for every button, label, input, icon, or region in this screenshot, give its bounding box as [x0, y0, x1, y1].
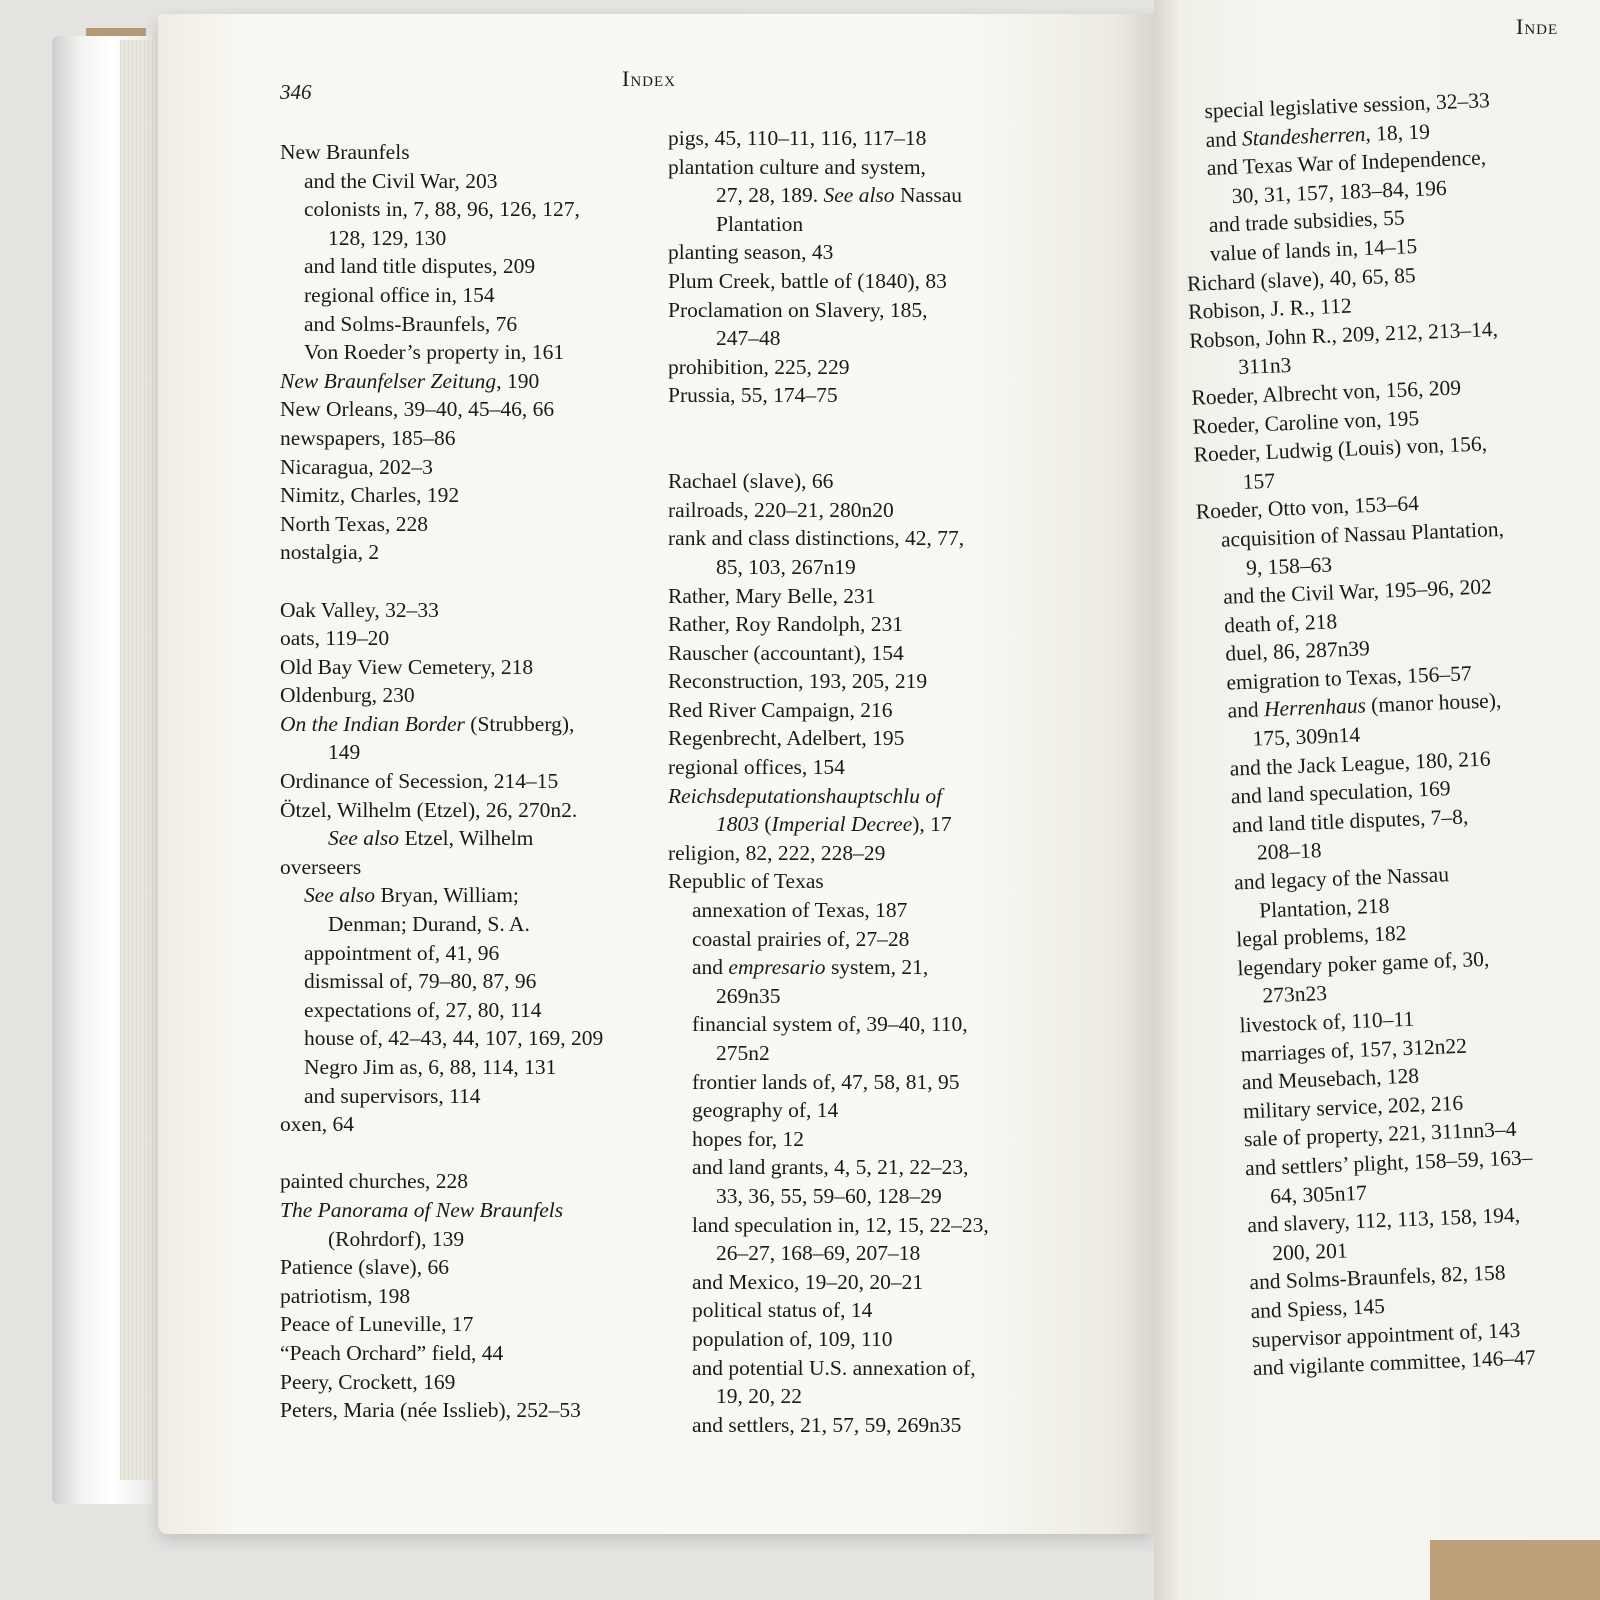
index-column-1 [280, 138, 660, 1425]
index-entry: 157 [1242, 468, 1276, 494]
index-entry: 9, 158–63 [1245, 552, 1333, 580]
index-entry: emigration to Texas, 156–57 [1226, 661, 1473, 695]
index-entry: Negro Jim as, 6, 88, 114, 131 [304, 1055, 557, 1079]
index-entry: legendary poker game of, 30, [1236, 946, 1490, 981]
index-entry: and Herrenhaus (manor house), [1227, 688, 1502, 724]
index-entry: and empresario system, 21, [692, 955, 929, 980]
index-entry: and the Civil War, 195–96, 202 [1222, 574, 1493, 609]
running-head-left: Index [622, 66, 676, 91]
index-entry: and land title disputes, 209 [304, 254, 536, 279]
index-entry: Patience (slave), 66 [280, 1255, 449, 1280]
index-entry: acquisition of Nassau Plantation, [1220, 516, 1505, 552]
index-entry: and land title disputes, 7–8, [1231, 804, 1469, 838]
index-letter-gap [668, 439, 1068, 468]
index-entry: and Standesherren, 18, 19 [1205, 119, 1431, 152]
index-entry: sale of property, 221, 311nn3–4 [1243, 1117, 1517, 1152]
index-entry: newspapers, 185–86 [280, 425, 456, 450]
index-entry: legal problems, 182 [1235, 921, 1407, 952]
index-entry: Oak Valley, 32–33 [280, 597, 439, 622]
index-entry: and trade subsidies, 55 [1208, 205, 1406, 238]
index-entry: Rachael (slave), 66 [668, 469, 834, 494]
index-entry: overseers [280, 854, 362, 879]
index-entry: Reichsdeputationshauptschlu of [668, 783, 943, 808]
index-entry: Republic of Texas [668, 869, 824, 894]
index-entry: and Mexico, 19–20, 20–21 [692, 1269, 924, 1294]
index-entry: regional office in, 154 [304, 282, 495, 307]
index-entry: Regenbrecht, Adelbert, 195 [668, 726, 905, 751]
index-entry: 85, 103, 267n19 [716, 554, 856, 579]
index-entry: value of lands in, 14–15 [1209, 233, 1418, 266]
index-entry: and Solms-Braunfels, 82, 158 [1249, 1260, 1506, 1295]
index-entry: 269n35 [716, 983, 781, 1008]
index-entry: Richard (slave), 40, 65, 85 [1186, 262, 1417, 296]
index-entry: North Texas, 228 [280, 511, 428, 536]
index-entry: hopes for, 12 [692, 1126, 804, 1151]
index-entry: plantation culture and system, [668, 154, 926, 179]
index-entry: Nicaragua, 202–3 [280, 454, 433, 479]
index-entry: Old Bay View Cemetery, 218 [280, 654, 534, 679]
index-entry: and vigilante committee, 146–47 [1252, 1345, 1537, 1381]
index-entry: railroads, 220–21, 280n20 [668, 497, 894, 522]
index-entry: 275n2 [716, 1041, 770, 1065]
index-entry: Ötzel, Wilhelm (Etzel), 26, 270n2. [280, 797, 578, 822]
index-entry: and Solms-Braunfels, 76 [304, 311, 518, 336]
index-entry: expectations of, 27, 80, 114 [304, 997, 542, 1022]
index-entry: Plantation, 218 [1258, 893, 1390, 923]
index-letter-gap [280, 567, 660, 596]
index-column-2 [668, 124, 1068, 1439]
index-entry: New Orleans, 39–40, 45–46, 66 [280, 397, 555, 422]
index-entry: coastal prairies of, 27–28 [692, 926, 910, 951]
index-entry: 311n3 [1237, 353, 1292, 380]
index-entry: and Meusebach, 128 [1241, 1063, 1420, 1095]
index-entry: financial system of, 39–40, 110, [692, 1012, 968, 1037]
index-entry: dismissal of, 79–80, 87, 96 [304, 969, 537, 994]
index-entry: and settlers’ plight, 158–59, 163– [1244, 1145, 1533, 1181]
index-entry: New Braunfelser Zeitung, 190 [280, 368, 540, 393]
index-entry: pigs, 45, 110–11, 116, 117–18 [668, 126, 927, 150]
index-entry: colonists in, 7, 88, 96, 126, 127, [304, 197, 580, 222]
index-entry: 26–27, 168–69, 207–18 [716, 1241, 921, 1266]
index-entry: 247–48 [716, 326, 781, 351]
index-entry: New Braunfels [280, 140, 410, 164]
index-entry: (Rohrdorf), 139 [328, 1226, 465, 1251]
index-entry: 175, 309n14 [1252, 722, 1361, 751]
index-entry: rank and class distinctions, 42, 77, [668, 526, 965, 551]
index-entry: Roeder, Albrecht von, 156, 209 [1191, 375, 1462, 410]
index-entry: and potential U.S. annexation of, [692, 1355, 976, 1380]
index-entry: 64, 305n17 [1269, 1180, 1368, 1208]
index-entry: and legacy of the Nassau [1233, 862, 1450, 895]
index-entry: special legislative session, 32–33 [1204, 88, 1491, 124]
index-entry: Robison, J. R., 112 [1187, 293, 1353, 324]
index-entry: See also Etzel, Wilhelm [328, 826, 534, 851]
index-entry: Red River Campaign, 216 [668, 697, 893, 722]
index-entry: Peace of Luneville, 17 [280, 1312, 474, 1337]
index-entry: land speculation in, 12, 15, 22–23, [692, 1212, 989, 1237]
index-entry: Roeder, Otto von, 153–64 [1195, 491, 1420, 524]
index-entry: and the Jack League, 180, 216 [1229, 746, 1491, 781]
index-entry: marriages of, 157, 312n22 [1240, 1033, 1468, 1066]
index-entry: duel, 86, 287n39 [1224, 636, 1371, 666]
index-entry: 208–18 [1256, 838, 1322, 866]
index-entry: frontier lands of, 47, 58, 81, 95 [692, 1069, 960, 1094]
index-entry: military service, 202, 216 [1242, 1090, 1464, 1124]
index-entry: Peery, Crockett, 169 [280, 1369, 456, 1394]
index-entry: “Peach Orchard” field, 44 [280, 1340, 504, 1365]
index-entry: Robson, John R., 209, 212, 213–14, [1188, 316, 1499, 353]
index-entry: Rather, Mary Belle, 231 [668, 583, 876, 608]
index-entry: On the Indian Border (Strubberg), [280, 711, 575, 736]
index-letter-gap [668, 410, 1068, 439]
index-entry: Rauscher (accountant), 154 [668, 640, 904, 665]
index-entry: 1803 (Imperial Decree), 17 [716, 812, 952, 837]
index-entry: oats, 119–20 [280, 626, 390, 651]
index-entry: oxen, 64 [280, 1112, 355, 1137]
book-cloth-bottom [1430, 1540, 1600, 1600]
index-entry: and Texas War of Independence, [1206, 145, 1487, 181]
page-number: 346 [280, 80, 312, 104]
index-entry: Peters, Maria (née Isslieb), 252–53 [280, 1398, 581, 1423]
index-entry: 200, 201 [1271, 1238, 1349, 1266]
index-column-3 [1180, 83, 1600, 1384]
index-entry: Ordinance of Secession, 214–15 [280, 769, 559, 794]
index-entry: annexation of Texas, 187 [692, 898, 908, 923]
index-entry: nostalgia, 2 [280, 540, 380, 565]
index-letter-gap [280, 1139, 660, 1168]
index-entry: Plantation [716, 211, 804, 236]
index-entry: Reconstruction, 193, 205, 219 [668, 669, 928, 694]
index-entry: supervisor appointment of, 143 [1251, 1317, 1521, 1352]
index-entry: and land speculation, 169 [1230, 776, 1451, 809]
index-entry: regional offices, 154 [668, 755, 845, 780]
index-entry: and supervisors, 114 [304, 1083, 481, 1108]
index-entry: 273n23 [1262, 981, 1328, 1008]
right-page-text-block [1180, 83, 1600, 1497]
index-entry: Denman; Durand, S. A. [328, 912, 530, 937]
index-entry: 30, 31, 157, 183–84, 196 [1231, 175, 1448, 208]
index-entry: 128, 129, 130 [328, 225, 447, 250]
index-entry: patriotism, 198 [280, 1283, 411, 1308]
index-entry: Roeder, Caroline von, 195 [1192, 405, 1420, 439]
index-entry: and settlers, 21, 57, 59, 269n35 [692, 1412, 962, 1437]
index-entry: and the Civil War, 203 [304, 168, 498, 193]
index-entry: population of, 109, 110 [692, 1326, 893, 1351]
index-entry: See also Bryan, William; [304, 883, 519, 908]
index-entry: Prussia, 55, 174–75 [668, 383, 838, 408]
index-entry: 27, 28, 189. See also Nassau [716, 183, 963, 208]
index-entry: Von Roeder’s property in, 161 [304, 340, 565, 365]
index-entry: house of, 42–43, 44, 107, 169, 209 [304, 1026, 604, 1051]
index-entry: and slavery, 112, 113, 158, 194, [1246, 1202, 1521, 1238]
index-entry: Nimitz, Charles, 192 [280, 483, 460, 508]
index-entry: Rather, Roy Randolph, 231 [668, 612, 904, 637]
index-entry: religion, 82, 222, 228–29 [668, 840, 886, 865]
index-entry: Proclamation on Slavery, 185, [668, 297, 928, 322]
index-entry: Oldenburg, 230 [280, 683, 415, 708]
index-entry: Roeder, Ludwig (Louis) von, 156, [1193, 431, 1488, 467]
index-entry: 19, 20, 22 [716, 1384, 802, 1409]
index-entry: political status of, 14 [692, 1298, 873, 1323]
index-entry: livestock of, 110–11 [1239, 1006, 1415, 1038]
index-entry: geography of, 14 [692, 1098, 839, 1123]
index-entry: 149 [328, 740, 361, 765]
index-entry: Plum Creek, battle of (1840), 83 [668, 268, 947, 293]
running-head-right: Inde [1516, 14, 1559, 39]
index-entry: and Spiess, 145 [1250, 1293, 1386, 1324]
index-entry: and land grants, 4, 5, 21, 22–23, [692, 1155, 969, 1180]
index-entry: appointment of, 41, 96 [304, 940, 500, 965]
index-entry: 33, 36, 55, 59–60, 128–29 [716, 1183, 942, 1208]
index-entry: prohibition, 225, 229 [668, 354, 850, 379]
index-entry: painted churches, 228 [280, 1169, 469, 1194]
index-entry: planting season, 43 [668, 240, 834, 265]
index-entry: death of, 218 [1223, 609, 1338, 638]
index-entry: The Panorama of New Braunfels [280, 1197, 564, 1222]
